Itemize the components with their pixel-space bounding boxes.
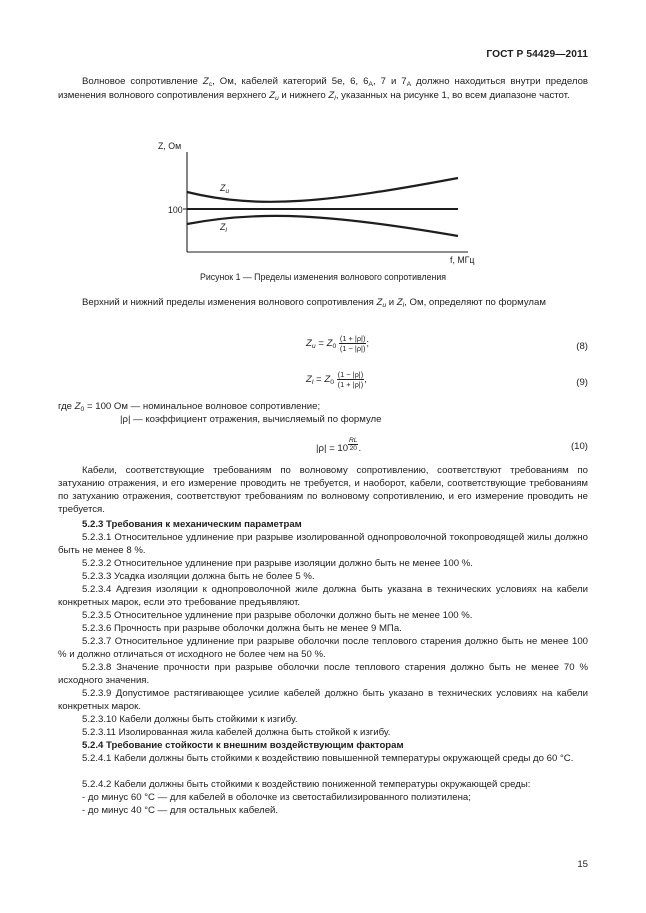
- clause-5-2-3-2: 5.2.3.2 Относительное удлинение при разрыве изоляции должно быть не менее 100 %.: [82, 558, 473, 569]
- cables-paragraph: Кабели, соответствующие требованиям по волновому сопротивлению, соответствуют требованиям по затуханию отражения, и его измерение проводить не требуется, и наоборот, кабели, соответствующие требованиям по затуханию отражения, соответствуют требованиям по волновому сопротивлению, и его измерение проводить не требуется.: [58, 465, 588, 515]
- y-axis-label: Z, Ом: [158, 141, 182, 151]
- lower-limit-curve: [187, 216, 458, 236]
- where-line-1: где $Z_0 = 100$ Ом — номинальное волновое сопротивление;: [58, 401, 321, 413]
- list-item-minus-60: - до минус 60 °С — для кабелей в оболочке из светостабилизированного полиэтилена;: [82, 792, 471, 803]
- clause-5-2-3-8: 5.2.3.8 Значение прочности при разрыве оболочки после теплового старения должно быть не менее 70 % исходного значения.: [58, 662, 588, 686]
- clause-5-2-4-1: 5.2.4.1 Кабели должны быть стойкими к воздействию повышенной температуры окружающей среды до 60 °С.: [82, 753, 574, 764]
- formula-9: $Z_l = Z_0$ $\frac{(1 - |\rho|)}{(1 + |\rho|)}$ , (9): [306, 370, 588, 389]
- where-line-2: |ρ| — коэффициент отражения, вычисляемый по формуле: [120, 414, 382, 425]
- clause-5-2-3-1: 5.2.3.1 Относительное удлинение при разрыве изолированной однопроволочной токопроводящей жилы должно быть не менее 8 %.: [58, 532, 588, 556]
- section-5-2-3-heading: 5.2.3 Требования к механическим параметрам: [82, 519, 302, 530]
- formula-8: $Z_u = Z_0$ $\frac{(1 + |\rho|)}{(1 - |\rho|)}$ ; (8): [306, 334, 588, 353]
- formula-10-exponent: $\frac{RL}{20}$: [349, 437, 358, 452]
- clause-5-2-3-10: 5.2.3.10 Кабели должны быть стойкими к изгибу.: [82, 714, 298, 725]
- clause-5-2-3-5: 5.2.3.5 Относительное удлинение при разрыве оболочки должно быть не менее 100 %.: [82, 610, 473, 621]
- formula-9-number: (9): [576, 377, 588, 388]
- formula-10-number: (10): [570, 441, 588, 452]
- x-axis-label: f, МГц: [450, 255, 475, 265]
- clause-5-2-4-2: 5.2.4.2 Кабели должны быть стойкими к воздействию пониженной температуры окружающей среды:: [82, 779, 531, 790]
- figure-caption: Рисунок 1 — Пределы изменения волнового сопротивления: [199, 272, 447, 282]
- clause-5-2-3-6: 5.2.3.6 Прочность при разрыве оболочки должна быть не менее 9 МПа.: [82, 623, 402, 634]
- page-number: 15: [577, 859, 588, 870]
- formula-8-fraction: $\frac{(1 + |\rho|)}{(1 - |\rho|)}$: [339, 334, 366, 353]
- document-code-header: ГОСТ Р 54429—2011: [486, 49, 588, 60]
- tick-label-100: 100: [168, 205, 183, 215]
- formula-8-number: (8): [576, 341, 588, 352]
- section-5-2-4-heading: 5.2.4 Требование стойкости к внешним воздействующим факторам: [82, 740, 404, 751]
- impedance-limits-figure: [150, 140, 475, 270]
- clause-5-2-3-9: 5.2.3.9 Допустимое растягивающее усилие кабелей должно быть указано в технических условиях на кабели конкретных марок.: [58, 688, 588, 712]
- list-item-minus-40: - до минус 40 °С — для остальных кабелей.: [82, 805, 279, 816]
- lower-curve-label: $Z_l$: [220, 222, 227, 234]
- clause-5-2-3-3: 5.2.3.3 Усадка изоляции должна быть не более 5 %.: [82, 571, 315, 582]
- clause-5-2-3-7: 5.2.3.7 Относительное удлинение при разрыве оболочки после теплового старения должно быть не менее 100 % и должно отличаться от исходного не более чем на 50 %.: [58, 636, 588, 660]
- formula-9-fraction: $\frac{(1 - |\rho|)}{(1 + |\rho|)}$: [337, 370, 364, 389]
- impedance-limits-plot: [150, 140, 470, 270]
- formula-10: |ρ| = 10 $\frac{RL}{20}$ . (10): [316, 437, 588, 454]
- clause-5-2-3-11: 5.2.3.11 Изолированная жила кабелей должна быть стойкой к изгибу.: [82, 727, 391, 738]
- upper-curve-label: $Z_u$: [220, 183, 230, 195]
- limits-paragraph: Верхний и нижний пределы изменения волнового сопротивления $Z_u$ и $Z_l$, Ом, определяют по формулам: [82, 297, 546, 309]
- clause-5-2-3-4: 5.2.3.4 Адгезия изоляции к однопроволочной жиле должна быть указана в технических условиях на кабели конкретных марок, если это требование предъявляют.: [58, 584, 588, 608]
- intro-paragraph: Волновое сопротивление $Z_c$, Ом, кабелей категорий 5е, 6, $6_A$, 7 и $7_A$ должно находиться внутри пределов изменения волнового сопротивления верхнего $Z_u$ и нижнего $Z_l$, указанных на рисунке 1, во всем диапазоне частот.: [58, 76, 588, 102]
